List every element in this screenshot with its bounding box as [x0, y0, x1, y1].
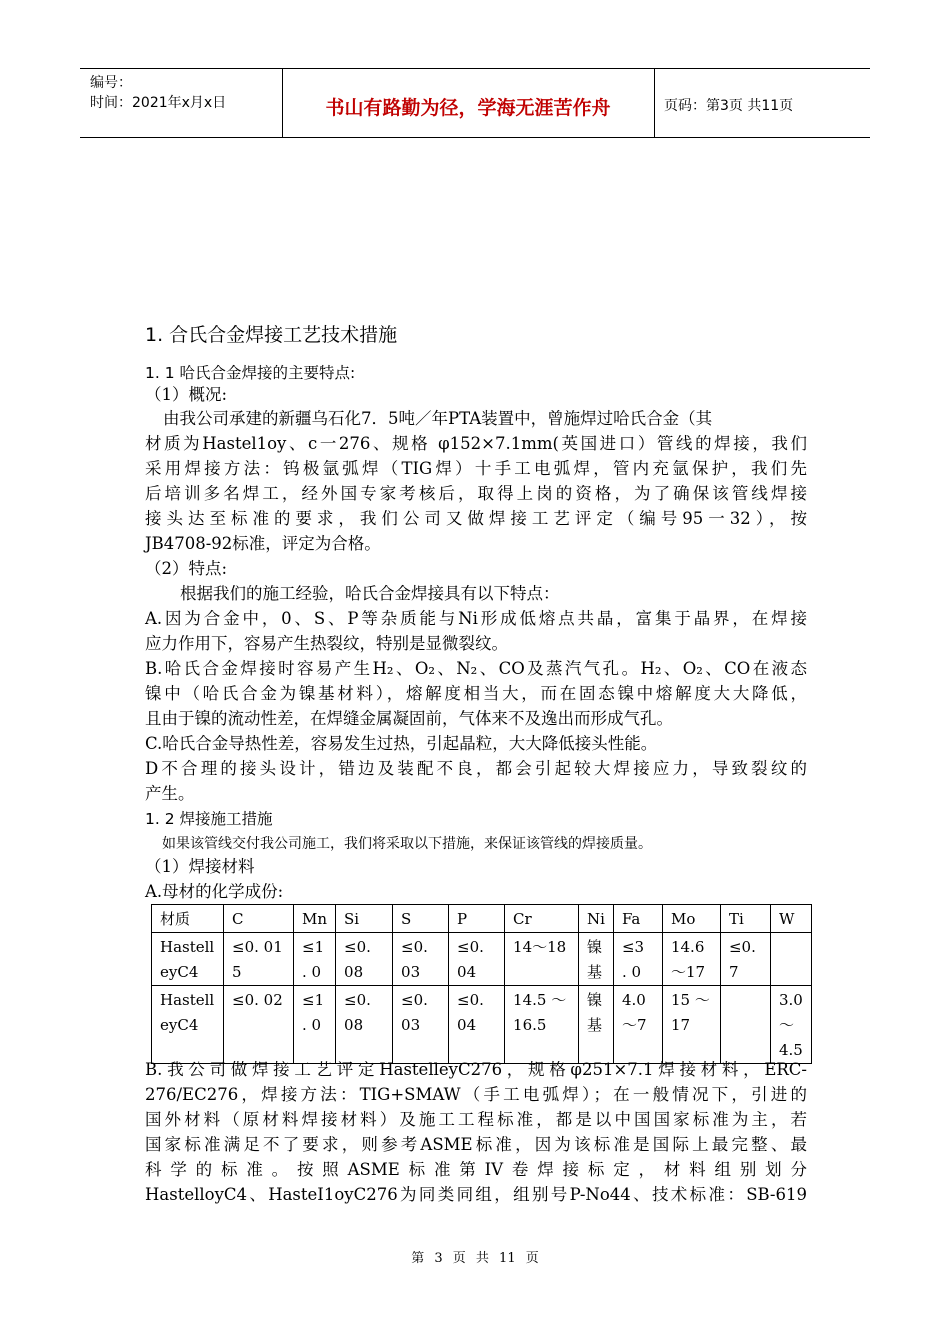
cell-line: 14～18: [513, 938, 567, 956]
table-cell: [613, 986, 662, 1064]
cell-line: . 0: [302, 1016, 322, 1034]
cell-line: eyC4: [160, 963, 199, 981]
paragraph-line: 接头达至标准的要求，我们公司又做焊接工艺评定（编号95一32），按: [145, 509, 807, 528]
table-cell: [613, 933, 662, 986]
cell-line: . 0: [302, 963, 322, 981]
table-header-cell: Cr: [505, 905, 579, 933]
table-cell: [393, 986, 449, 1064]
subsection-title-1-1: 1. 1 哈氏合金焊接的主要特点:: [145, 364, 356, 382]
table-cell: [294, 933, 336, 986]
table-cell: [662, 933, 720, 986]
table-cell: [505, 933, 579, 986]
cell-line: [729, 988, 762, 1013]
doc-date: 时间：2021年x月x日: [90, 95, 227, 111]
cell-line: ≤0.: [457, 938, 484, 956]
table-cell: [720, 986, 770, 1064]
cell-line: 镍: [587, 991, 603, 1009]
table-header-cell: Mo: [662, 905, 720, 933]
paragraph-line: JB4708-92标准，评定为合格。: [145, 534, 381, 553]
feature-c-line: C.哈氏合金导热性差，容易发生过热，引起晶粒，大大降低接头性能。: [145, 734, 658, 753]
cell-line: 4.0: [621, 991, 646, 1009]
cell-line: ≤1: [302, 938, 325, 956]
header-divider: [654, 69, 655, 137]
paragraph-line: 后培训多名焊工，经外国专家考核后，取得上岗的资格，为了确保该管线焊接: [145, 484, 807, 503]
table-cell: [449, 933, 505, 986]
table-header-cell: 材质: [152, 905, 224, 933]
cell-line: 03: [401, 963, 421, 981]
feature-b-line: 且由于镍的流动性差，在焊缝金属凝固前，气体来不及逸出而形成气孔。: [145, 709, 673, 728]
cell-line: 08: [344, 963, 364, 981]
cell-line: 08: [344, 1016, 364, 1034]
cell-line: 镍: [587, 938, 603, 956]
table-cell: [579, 986, 614, 1064]
table-cell: [393, 933, 449, 986]
table-header-cell: Ni: [579, 905, 614, 933]
table-cell: [294, 986, 336, 1064]
table-header-cell: Mn: [294, 905, 336, 933]
table-cell: [662, 986, 720, 1064]
table-cell: [770, 986, 811, 1064]
features-intro: 根据我们的施工经验，哈氏合金焊接具有以下特点：: [180, 584, 560, 603]
doc-number-label: 编号：: [90, 75, 132, 91]
cell-line: ≤3: [621, 938, 645, 956]
cell-line: ≤0.: [728, 938, 756, 956]
cell-line: Hastell: [160, 991, 215, 1009]
table-header-cell: Ti: [720, 905, 770, 933]
feature-a-line: A.因为合金中，0、S、P等杂质能与Ni形成低熔点共晶，富集于晶界，在焊接: [145, 609, 807, 628]
paragraph-b-line: HastelloyC4、HasteI1oyC276为同类同组，组别号P-No44、技术标准：SB-619: [145, 1185, 807, 1204]
table-cell: [152, 933, 224, 986]
table-row: [152, 933, 812, 986]
feature-b-line: B.哈氏合金焊接时容易产生H₂、O₂、N₂、CO及蒸汽气孔。H₂、O₂、CO在液态: [145, 659, 807, 678]
cell-line: 4.5: [778, 1041, 803, 1059]
table-cell: [336, 933, 393, 986]
subheading-materials: （1）焊接材料: [145, 857, 255, 876]
header-motto: 书山有路勤为径，学海无涯苦作舟: [325, 97, 611, 119]
cell-line: ≤0.: [401, 991, 428, 1009]
cell-line: [779, 935, 803, 960]
table-cell: [449, 986, 505, 1064]
cell-line: 03: [401, 1016, 421, 1034]
table-cell: [505, 986, 579, 1064]
table-row: [152, 986, 812, 1064]
subheading-overview: （1）概况:: [145, 385, 228, 404]
cell-line: Hastell: [160, 938, 215, 956]
chem-table-title: A.母材的化学成份:: [145, 882, 284, 901]
subheading-features: （2）特点:: [145, 559, 228, 578]
paragraph-line: 材质为Hastel1oy、c一276、规格 φ152×7.1mm(英国进口）管线的焊接，我们: [145, 434, 807, 453]
cell-line: ≤0. 01: [232, 938, 283, 956]
paragraph-b-line: B.我公司做焊接工艺评定HastelleyC276，规格φ251×7.1焊接材料，ERC-: [145, 1060, 807, 1079]
header-page-number: 页码：第3页 共11页: [664, 98, 794, 114]
cell-line: 3.0: [778, 991, 803, 1009]
paragraph-b-line: 科学的标准。按照ASME标准第IV卷焊接标定，材料组别划分: [145, 1160, 807, 1179]
cell-line: eyC4: [160, 1016, 199, 1034]
cell-line: 7: [728, 963, 739, 981]
cell-line: 16.5: [513, 1016, 547, 1034]
cell-line: 基: [587, 963, 603, 981]
measures-intro: 如果该管线交付我公司施工，我们将采取以下措施，来保证该管线的焊接质量。: [162, 836, 652, 852]
paragraph-line: 采用焊接方法：钨极氩弧焊（TIG焊）十手工电弧焊，管内充氩保护，我们先: [145, 459, 807, 478]
table-header-row: [152, 905, 812, 933]
section-title: 1. 合氏合金焊接工艺技术措施: [145, 324, 398, 346]
cell-line: ≤1: [302, 991, 325, 1009]
feature-b-line: 镍中（哈氏合金为镍基材料），熔解度相当大，而在固态镍中熔解度大大降低，: [145, 684, 807, 703]
subsection-title-1-2: 1. 2 焊接施工措施: [145, 810, 273, 828]
feature-d-line: D不合理的接头设计，错边及装配不良，都会引起较大焊接应力，导致裂纹的: [145, 759, 807, 778]
table-header-cell: P: [449, 905, 505, 933]
table-cell: [152, 986, 224, 1064]
cell-line: ～7: [621, 1016, 647, 1034]
cell-line: ≤0. 02: [232, 991, 283, 1009]
cell-line: ≤0.: [344, 938, 371, 956]
cell-line: 17: [670, 1016, 691, 1034]
cell-line: 5: [232, 963, 242, 981]
chemical-composition-table: [151, 904, 812, 1064]
cell-line: ～: [778, 1016, 794, 1034]
cell-line: ≤0.: [457, 991, 484, 1009]
table-cell: [579, 933, 614, 986]
table-cell: [336, 986, 393, 1064]
table-header-cell: Si: [336, 905, 393, 933]
cell-line: ≤0.: [401, 938, 428, 956]
paragraph-b-line: 276/EC276，焊接方法：TIG+SMAW（手工电弧焊）；在一般情况下，引进的: [145, 1085, 807, 1104]
cell-line: 04: [457, 1016, 477, 1034]
table-cell: [224, 986, 294, 1064]
cell-line: 14.6: [670, 938, 705, 956]
cell-line: 04: [457, 963, 477, 981]
cell-line: ≤0.: [344, 991, 371, 1009]
header-meta: [90, 73, 226, 113]
paragraph-line: 由我公司承建的新疆乌石化7．5吨／年PTA装置中，曾施焊过哈氏合金（其: [163, 409, 713, 428]
table-header-cell: C: [224, 905, 294, 933]
feature-a-line: 应力作用下，容易产生热裂纹，特别是显微裂纹。: [145, 634, 508, 653]
table-header-cell: W: [770, 905, 811, 933]
table-header-cell: Fa: [613, 905, 662, 933]
cell-line: ～17: [670, 963, 706, 981]
cell-line: 15 ～: [670, 991, 710, 1009]
feature-d-line: 产生。: [145, 784, 195, 803]
cell-line: 基: [587, 1016, 603, 1034]
page-header: [80, 68, 870, 138]
paragraph-b-line: 国外材料（原材料焊接材料）及施工工程标准，都是以中国国家标准为主，若: [145, 1110, 807, 1129]
cell-line: 14.5 ～: [513, 991, 567, 1009]
table-cell: [720, 933, 770, 986]
paragraph-b-line: 国家标准满足不了要求，则参考ASME标准，因为该标准是国际上最完整、最: [145, 1135, 807, 1154]
page-footer: 第 3 页 共 11 页: [411, 1251, 539, 1266]
table-cell: [770, 933, 811, 986]
table-cell: [224, 933, 294, 986]
table-header-cell: S: [393, 905, 449, 933]
cell-line: . 0: [621, 963, 642, 981]
